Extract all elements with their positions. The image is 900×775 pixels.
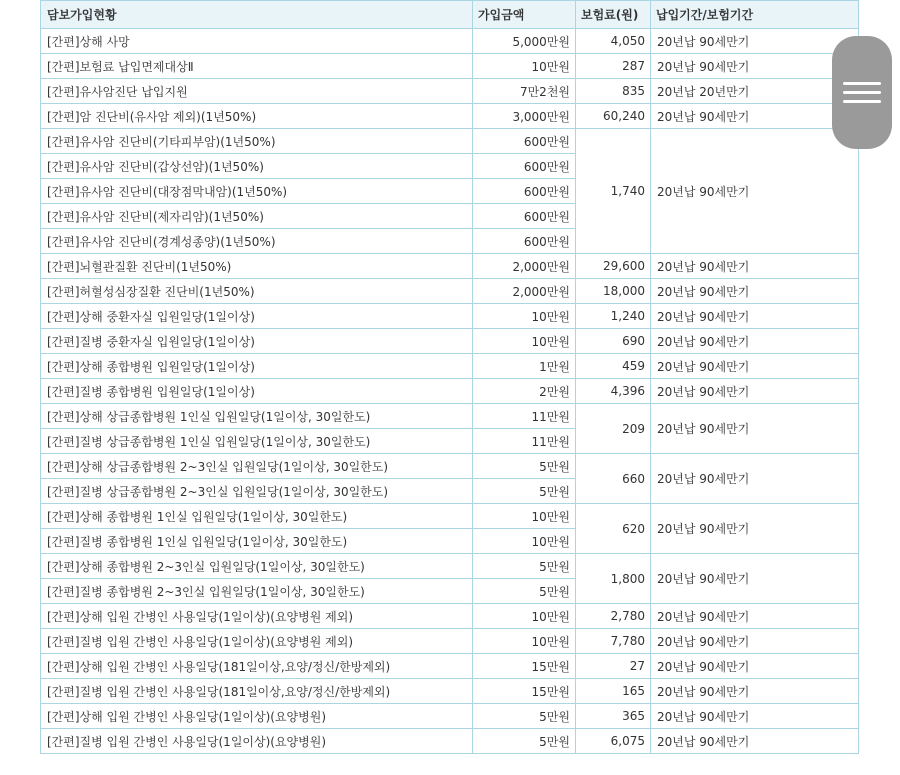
amount-cell: 10만원 [473, 604, 576, 629]
amount-cell: 600만원 [473, 129, 576, 154]
period-cell: 20년납 90세만기 [651, 704, 859, 729]
period-cell: 20년납 90세만기 [651, 404, 859, 454]
amount-cell: 5만원 [473, 554, 576, 579]
premium-cell: 660 [576, 454, 651, 504]
amount-cell: 2,000만원 [473, 279, 576, 304]
amount-cell: 600만원 [473, 179, 576, 204]
period-cell: 20년납 90세만기 [651, 329, 859, 354]
amount-cell: 11만원 [473, 429, 576, 454]
table-row [41, 129, 859, 154]
header-premium: 보험료(원) [576, 1, 651, 29]
amount-cell: 10만원 [473, 304, 576, 329]
amount-cell: 600만원 [473, 154, 576, 179]
premium-cell: 1,240 [576, 304, 651, 329]
period-cell: 20년납 90세만기 [651, 354, 859, 379]
coverage-name-cell: [간편]상해 종합병원 입원일당(1일이상) [41, 354, 473, 379]
premium-cell: 6,075 [576, 729, 651, 754]
premium-cell: 27 [576, 654, 651, 679]
period-cell: 20년납 90세만기 [651, 379, 859, 404]
table-row [41, 504, 859, 529]
coverage-name-cell: [간편]상해 사망 [41, 29, 473, 54]
coverage-name-cell: [간편]유사암 진단비(제자리암)(1년50%) [41, 204, 473, 229]
table-row [41, 629, 859, 654]
coverage-name-cell: [간편]상해 상급종합병원 2~3인실 입원일당(1일이상, 30일한도) [41, 454, 473, 479]
premium-cell: 1,740 [576, 129, 651, 254]
period-cell: 20년납 90세만기 [651, 304, 859, 329]
premium-cell: 7,780 [576, 629, 651, 654]
coverage-name-cell: [간편]질병 중환자실 입원일당(1일이상) [41, 329, 473, 354]
table-row [41, 54, 859, 79]
coverage-name-cell: [간편]유사암 진단비(갑상선암)(1년50%) [41, 154, 473, 179]
coverage-name-cell: [간편]유사암 진단비(대장점막내암)(1년50%) [41, 179, 473, 204]
menu-line-icon [843, 91, 881, 94]
amount-cell: 2만원 [473, 379, 576, 404]
premium-cell: 209 [576, 404, 651, 454]
coverage-name-cell: [간편]암 진단비(유사암 제외)(1년50%) [41, 104, 473, 129]
premium-cell: 459 [576, 354, 651, 379]
premium-cell: 60,240 [576, 104, 651, 129]
premium-cell: 287 [576, 54, 651, 79]
coverage-table [40, 0, 859, 754]
coverage-name-cell: [간편]질병 입원 간병인 사용일당(1일이상)(요양병원) [41, 729, 473, 754]
premium-cell: 1,800 [576, 554, 651, 604]
table-row [41, 404, 859, 429]
coverage-name-cell: [간편]상해 상급종합병원 1인실 입원일당(1일이상, 30일한도) [41, 404, 473, 429]
coverage-name-cell: [간편]질병 종합병원 입원일당(1일이상) [41, 379, 473, 404]
coverage-name-cell: [간편]유사암진단 납입지원 [41, 79, 473, 104]
period-cell: 20년납 90세만기 [651, 629, 859, 654]
premium-cell: 835 [576, 79, 651, 104]
premium-cell: 18,000 [576, 279, 651, 304]
table-row [41, 679, 859, 704]
table-row [41, 279, 859, 304]
premium-cell: 4,050 [576, 29, 651, 54]
coverage-name-cell: [간편]질병 상급종합병원 2~3인실 입원일당(1일이상, 30일한도) [41, 479, 473, 504]
table-row [41, 704, 859, 729]
menu-line-icon [843, 100, 881, 103]
coverage-name-cell: [간편]질병 상급종합병원 1인실 입원일당(1일이상, 30일한도) [41, 429, 473, 454]
amount-cell: 600만원 [473, 204, 576, 229]
period-cell: 20년납 90세만기 [651, 729, 859, 754]
coverage-name-cell: [간편]뇌혈관질환 진단비(1년50%) [41, 254, 473, 279]
coverage-name-cell: [간편]유사암 진단비(기타피부암)(1년50%) [41, 129, 473, 154]
period-cell: 20년납 90세만기 [651, 54, 859, 79]
table-row [41, 379, 859, 404]
premium-cell: 690 [576, 329, 651, 354]
table-header-row [41, 1, 859, 29]
amount-cell: 10만원 [473, 529, 576, 554]
coverage-name-cell: [간편]상해 입원 간병인 사용일당(181일이상,요양/정신/한방제외) [41, 654, 473, 679]
table-row [41, 654, 859, 679]
period-cell: 20년납 90세만기 [651, 654, 859, 679]
amount-cell: 5만원 [473, 454, 576, 479]
table-row [41, 454, 859, 479]
table-row [41, 554, 859, 579]
amount-cell: 5만원 [473, 729, 576, 754]
table-row [41, 729, 859, 754]
amount-cell: 3,000만원 [473, 104, 576, 129]
amount-cell: 10만원 [473, 329, 576, 354]
coverage-name-cell: [간편]질병 입원 간병인 사용일당(181일이상,요양/정신/한방제외) [41, 679, 473, 704]
amount-cell: 1만원 [473, 354, 576, 379]
amount-cell: 15만원 [473, 654, 576, 679]
amount-cell: 10만원 [473, 629, 576, 654]
table-row [41, 304, 859, 329]
premium-cell: 365 [576, 704, 651, 729]
table-body [41, 29, 859, 754]
header-period: 납입기간/보험기간 [651, 1, 859, 29]
coverage-name-cell: [간편]질병 종합병원 2~3인실 입원일당(1일이상, 30일한도) [41, 579, 473, 604]
period-cell: 20년납 90세만기 [651, 279, 859, 304]
table-row [41, 79, 859, 104]
table-row [41, 329, 859, 354]
table-row [41, 354, 859, 379]
header-coverage: 담보가입현황 [41, 1, 473, 29]
header-amount: 가입금액 [473, 1, 576, 29]
coverage-name-cell: [간편]상해 입원 간병인 사용일당(1일이상)(요양병원) [41, 704, 473, 729]
coverage-table-wrapper [40, 0, 858, 754]
table-row [41, 604, 859, 629]
amount-cell: 2,000만원 [473, 254, 576, 279]
coverage-name-cell: [간편]보험료 납입면제대상Ⅱ [41, 54, 473, 79]
menu-line-icon [843, 82, 881, 85]
period-cell: 20년납 90세만기 [651, 29, 859, 54]
amount-cell: 600만원 [473, 229, 576, 254]
hamburger-menu-icon[interactable] [832, 36, 892, 149]
period-cell: 20년납 90세만기 [651, 454, 859, 504]
amount-cell: 15만원 [473, 679, 576, 704]
coverage-name-cell: [간편]유사암 진단비(경계성종양)(1년50%) [41, 229, 473, 254]
coverage-name-cell: [간편]상해 종합병원 1인실 입원일당(1일이상, 30일한도) [41, 504, 473, 529]
table-row [41, 104, 859, 129]
period-cell: 20년납 90세만기 [651, 129, 859, 254]
period-cell: 20년납 90세만기 [651, 554, 859, 604]
period-cell: 20년납 90세만기 [651, 254, 859, 279]
premium-cell: 29,600 [576, 254, 651, 279]
amount-cell: 5,000만원 [473, 29, 576, 54]
amount-cell: 5만원 [473, 579, 576, 604]
coverage-name-cell: [간편]질병 종합병원 1인실 입원일당(1일이상, 30일한도) [41, 529, 473, 554]
amount-cell: 5만원 [473, 479, 576, 504]
coverage-name-cell: [간편]상해 중환자실 입원일당(1일이상) [41, 304, 473, 329]
period-cell: 20년납 20년만기 [651, 79, 859, 104]
premium-cell: 165 [576, 679, 651, 704]
period-cell: 20년납 90세만기 [651, 504, 859, 554]
amount-cell: 7만2천원 [473, 79, 576, 104]
period-cell: 20년납 90세만기 [651, 679, 859, 704]
amount-cell: 5만원 [473, 704, 576, 729]
coverage-name-cell: [간편]상해 종합병원 2~3인실 입원일당(1일이상, 30일한도) [41, 554, 473, 579]
coverage-name-cell: [간편]상해 입원 간병인 사용일당(1일이상)(요양병원 제외) [41, 604, 473, 629]
premium-cell: 2,780 [576, 604, 651, 629]
period-cell: 20년납 90세만기 [651, 104, 859, 129]
table-row [41, 29, 859, 54]
premium-cell: 4,396 [576, 379, 651, 404]
amount-cell: 11만원 [473, 404, 576, 429]
table-row [41, 254, 859, 279]
amount-cell: 10만원 [473, 504, 576, 529]
premium-cell: 620 [576, 504, 651, 554]
period-cell: 20년납 90세만기 [651, 604, 859, 629]
coverage-name-cell: [간편]질병 입원 간병인 사용일당(1일이상)(요양병원 제외) [41, 629, 473, 654]
coverage-name-cell: [간편]허혈성심장질환 진단비(1년50%) [41, 279, 473, 304]
amount-cell: 10만원 [473, 54, 576, 79]
